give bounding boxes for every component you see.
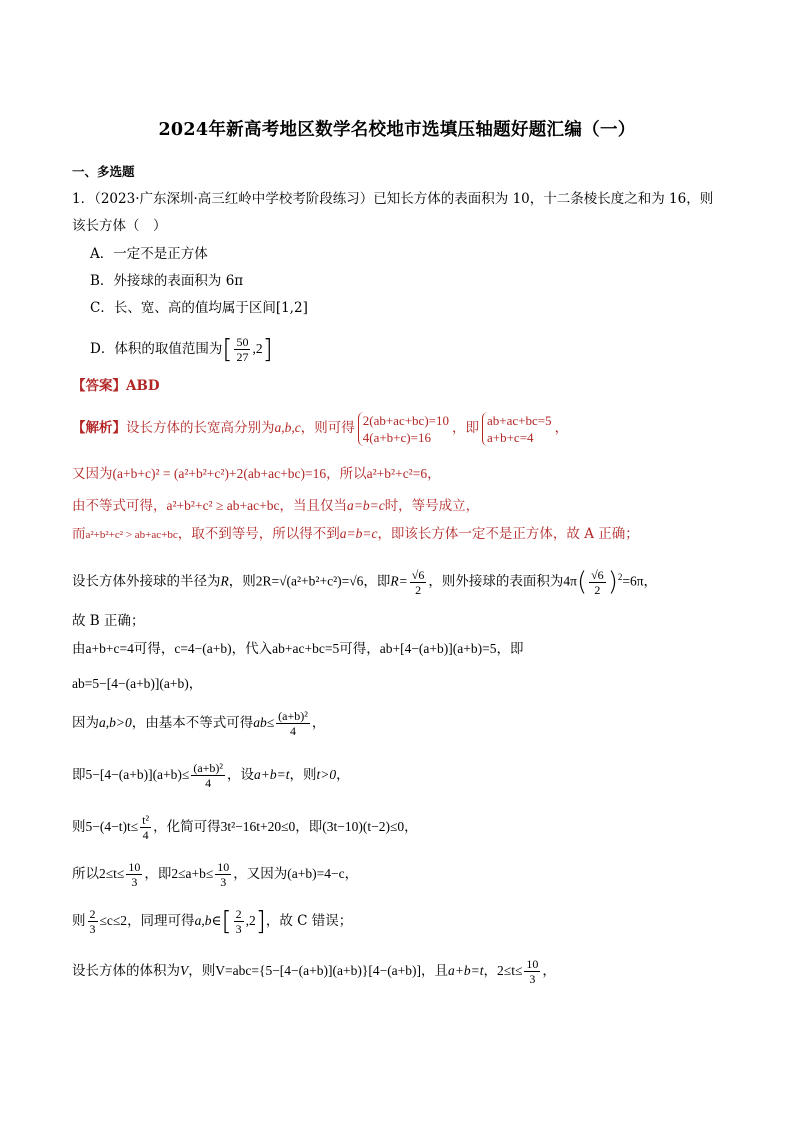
analysis-line-5: 设长方体外接球的半径为R，则2R=√(a²+b²+c²)=√6，即R= $\frac{√6}{2}$ ，则外接球的表面积为4π( $\frac{√6}{2}$ )$^2$=6π， <box>72 567 658 597</box>
equation-system-2: ab+ac+bc=5 a+b+c=4 <box>482 412 552 446</box>
analysis-line-4: 而a²+b²+c² > ab+ac+bc，取不到等号，所以得不到a=b=c，即该长方体一定不是正方体，故 A 正确； <box>72 526 639 542</box>
analysis-label: 【解析】 <box>72 420 126 436</box>
analysis-line-8: ab=5−[4−(a+b)](a+b)， <box>72 676 203 692</box>
question-stem-line2: 该长方体（ ） <box>72 218 167 234</box>
analysis-line-12: 所以2≤t≤ $\frac{10}{3}$ ，即2≤a+b≤ $\frac{10}{3}$ ，又因为(a+b)=4−c， <box>72 860 359 889</box>
option-d-fraction: $\frac{50}{27}$ <box>236 335 249 364</box>
analysis-line-13: 则 $\frac{2}{3}$ ≤c≤2，同理可得a,b∈[ $\frac{2}{3}$ ,2]，故 C 错误； <box>72 906 353 937</box>
document-title: 2024年新高考地区数学名校地市选填压轴题好题汇编（一） <box>158 120 636 140</box>
option-c: C．长、宽、高的值均属于区间[1,2] <box>90 300 308 316</box>
question-stem-line1: 1．（2023·广东深圳·高三红岭中学校考阶段练习）已知长方体的表面积为 10，十二条棱长度之和为 16，则 <box>72 191 714 207</box>
option-d: D．体积的取值范围为[ $\frac{50}{27}$ ,2] <box>90 334 273 365</box>
option-b: B．外接球的表面积为 6π <box>90 273 244 289</box>
analysis-line-9: 因为a,b>0，由基本不等式可得ab≤ $\frac{\text{(a+b)²}}{4}$ ， <box>72 709 326 738</box>
analysis-line-14: 设长方体的体积为V，则V=abc={5−[4−(a+b)](a+b)}[4−(a+b)]，且a+b=t，2≤t≤ $\frac{10}{3}$ ， <box>72 957 556 986</box>
equation-system-1: 2(ab+ac+bc)=10 4(a+b+c)=16 <box>358 412 449 446</box>
analysis-line-11: 则5−(4−t)t≤ $\frac{\text{t²}}{4}$ ，化简可得3t²−16t+20≤0，即(3t−10)(t−2)≤0， <box>72 813 418 842</box>
analysis-line-10: 即5−[4−(a+b)](a+b)≤ $\frac{\text{(a+b)²}}{4}$ ，设a+b=t，则t>0， <box>72 761 350 790</box>
analysis-line-6: 故 B 正确； <box>72 613 145 629</box>
analysis-line-3: 由不等式可得，a²+b²+c² ≥ ab+ac+bc，当且仅当a=b=c时，等号成立， <box>72 498 480 514</box>
option-a: A．一定不是正方体 <box>90 246 208 262</box>
analysis-line-2: 又因为(a+b+c)² = (a²+b²+c²)+2(ab+ac+bc)=16，所以a²+b²+c²=6， <box>72 466 441 482</box>
option-d-label: D．体积的取值范围为 <box>90 341 223 357</box>
analysis-line-1: 【解析】设长方体的长宽高分别为a,b,c，则可得 2(ab+ac+bc)=10 4(a+b+c)=16 ，即 ab+ac+bc=5 a+b+c=4 ， <box>72 412 569 445</box>
analysis-line-7: 由a+b+c=4可得，c=4−(a+b)，代入ab+ac+bc=5可得，ab+[4−(a+b)](a+b)=5，即 <box>72 641 524 657</box>
section-heading: 一、多选题 <box>72 164 135 179</box>
answer-line: 【答案】ABD <box>72 378 160 394</box>
